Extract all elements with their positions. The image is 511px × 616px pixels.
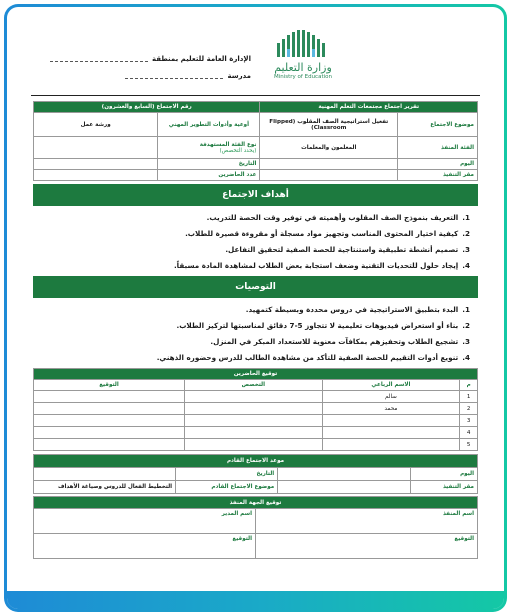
goal-item — [41, 226, 470, 242]
director-sign-field[interactable] — [34, 545, 256, 559]
director-name-field[interactable] — [34, 520, 256, 534]
executor-name-label: اسم المنفذ — [256, 509, 478, 520]
recommendation-item — [41, 302, 470, 318]
target-value[interactable] — [34, 137, 158, 159]
row-spec[interactable] — [185, 391, 323, 403]
row-sign[interactable] — [34, 415, 185, 427]
report-title: تقرير اجتماع مجتمعات التعلم المهنية — [260, 102, 478, 113]
ministry-name-ar: وزارة التعليم — [274, 61, 332, 74]
recommendation-number: 3. — [462, 337, 470, 346]
audience-label: الفئة المنفذ — [398, 137, 478, 159]
goal-text: تصميم أنشطة تطبيقية واستنتاجية للحصة الصفية لتحقيق التفاعل. — [225, 245, 459, 254]
goal-number: 3. — [462, 245, 470, 254]
next-day-label: اليوم — [411, 468, 478, 481]
target-label: نوع الفئة المستهدفة — [199, 141, 257, 148]
admin-label: الإدارة العامة للتعليم بمنطقة — [151, 54, 251, 63]
meeting-info-table — [33, 101, 478, 181]
row-name[interactable]: محمد — [322, 403, 460, 415]
table-row — [34, 427, 478, 439]
row-name[interactable] — [322, 439, 460, 451]
recommendation-number: 2. — [462, 321, 470, 330]
executor-sign-label: التوقيع — [256, 534, 478, 545]
ministry-logo-icon — [273, 29, 333, 59]
table-row — [34, 391, 478, 403]
target-sub: (يحدد التخصص) — [219, 147, 257, 154]
next-day-value[interactable] — [278, 468, 411, 481]
goal-item — [41, 242, 470, 258]
table-row — [34, 403, 478, 415]
footer-gradient-bar — [7, 591, 504, 609]
document-header — [7, 7, 504, 93]
goal-number: 1. — [462, 213, 470, 222]
audience-value[interactable]: المعلمون والمعلمات — [260, 137, 398, 159]
header-fields — [31, 50, 251, 84]
goal-item — [41, 258, 470, 274]
goal-text: التعريف بنموذج الصف المقلوب وأهميته في توفير وقت الحصة للتدريب. — [206, 213, 459, 222]
row-spec[interactable] — [185, 439, 323, 451]
recommendations-title: التوصيات — [33, 276, 478, 298]
document-sheet — [7, 7, 504, 609]
row-name[interactable] — [322, 427, 460, 439]
row-num: 4 — [460, 427, 478, 439]
venue-value[interactable] — [260, 170, 398, 181]
row-spec[interactable] — [185, 403, 323, 415]
row-sign[interactable] — [34, 403, 185, 415]
recommendation-text: تنويع أدوات التقييم للحصة الصفية للتأكد من مشاهدة الطالب للدرس وحضوره الذهني. — [156, 353, 459, 362]
executor-sign-field[interactable] — [256, 545, 478, 559]
containers-label: أوعية وأدوات التطوير المهني — [158, 113, 260, 137]
row-num: 1 — [460, 391, 478, 403]
table-row — [34, 439, 478, 451]
goals-list — [33, 206, 478, 276]
col-spec: التخصص — [185, 380, 323, 391]
signatures-table — [33, 496, 478, 559]
attendees-count-value[interactable] — [34, 170, 158, 181]
target-cell — [158, 137, 260, 159]
next-topic-value[interactable]: التخطيط الفعال للدروس وصياغة الأهداف — [34, 481, 176, 494]
header-divider — [31, 95, 480, 96]
attendees-table — [33, 368, 478, 451]
admin-blank[interactable] — [50, 55, 148, 62]
recommendation-text: البدء بتطبيق الاستراتيجية في دروس محددة وبسيطة كتمهيد. — [245, 305, 459, 314]
signatures-title: توقيع الجهة المنفذ — [34, 497, 478, 509]
col-name: الاسم الرباعي — [322, 380, 460, 391]
row-sign[interactable] — [34, 391, 185, 403]
col-num: م — [460, 380, 478, 391]
next-meeting-table — [33, 454, 478, 494]
recommendation-item — [41, 350, 470, 366]
row-num: 3 — [460, 415, 478, 427]
col-sign: التوقيع — [34, 380, 185, 391]
recommendation-number: 1. — [462, 305, 470, 314]
goal-text: إيجاد حلول للتحديات التقنية وضعف استجابة بعض الطلاب لمشاهدة المادة مسبقاً. — [173, 261, 459, 270]
report-content — [33, 101, 478, 559]
goals-title: أهداف الاجتماع — [33, 184, 478, 206]
attendees-count-label: عدد الحاضرين — [158, 170, 260, 181]
next-venue-label: مقر التنفيذ — [411, 481, 478, 494]
school-line — [31, 67, 251, 84]
next-topic-label: موضوع الاجتماع القادم — [176, 481, 278, 494]
school-blank[interactable] — [125, 72, 223, 79]
goal-text: كيفية اختيار المحتوى المناسب وتجهيز مواد مسجلة أو مقروءة قصيرة للطلاب. — [185, 229, 459, 238]
director-name-label: اسم المدير — [34, 509, 256, 520]
next-meeting-title: موعد الاجتماع القادم — [34, 455, 478, 468]
day-label: اليوم — [398, 159, 478, 170]
containers-value[interactable]: ورشة عمل — [34, 113, 158, 137]
director-sign-label: التوقيع — [34, 534, 256, 545]
executor-name-field[interactable] — [256, 520, 478, 534]
next-date-label: التاريخ — [176, 468, 278, 481]
row-sign[interactable] — [34, 439, 185, 451]
recommendation-number: 4. — [462, 353, 470, 362]
row-spec[interactable] — [185, 415, 323, 427]
date-label: التاريخ — [158, 159, 260, 170]
topic-label: موضوع الاجتماع — [398, 113, 478, 137]
next-venue-value[interactable] — [278, 481, 411, 494]
row-spec[interactable] — [185, 427, 323, 439]
next-date-value[interactable] — [34, 468, 176, 481]
meeting-number: رقم الاجتماع (السابع والعشرون) — [34, 102, 260, 113]
attendees-title: توقيع الحاضرين — [34, 369, 478, 380]
day-value[interactable] — [260, 159, 398, 170]
recommendation-item — [41, 334, 470, 350]
row-name[interactable]: سالم — [322, 391, 460, 403]
row-num: 5 — [460, 439, 478, 451]
venue-label: مقر التنفيذ — [398, 170, 478, 181]
recommendations-list — [33, 298, 478, 368]
school-label: مدرسة — [227, 71, 251, 80]
topic-value[interactable]: تفعيل استراتيجية الصف المقلوب (Flipped Classroom) — [260, 113, 398, 137]
table-row — [34, 415, 478, 427]
recommendation-item — [41, 318, 470, 334]
row-name[interactable] — [322, 415, 460, 427]
date-value[interactable] — [34, 159, 158, 170]
goal-number: 4. — [462, 261, 470, 270]
recommendation-text: تشجيع الطلاب وتحفيزهم بمكافآت معنوية للاستعداد المبكر في المنزل. — [210, 337, 459, 346]
admin-line — [31, 50, 251, 67]
page-frame — [4, 4, 507, 612]
row-num: 2 — [460, 403, 478, 415]
ministry-logo — [262, 29, 344, 87]
ministry-name-en: Ministry of Education — [273, 74, 332, 80]
row-sign[interactable] — [34, 427, 185, 439]
goal-number: 2. — [462, 229, 470, 238]
goal-item — [41, 210, 470, 226]
recommendation-text: بناء أو استعراض فيديوهات تعليمية لا تتجاوز 5-7 دقائق لمناسبتها لتركيز الطلاب. — [176, 321, 459, 330]
